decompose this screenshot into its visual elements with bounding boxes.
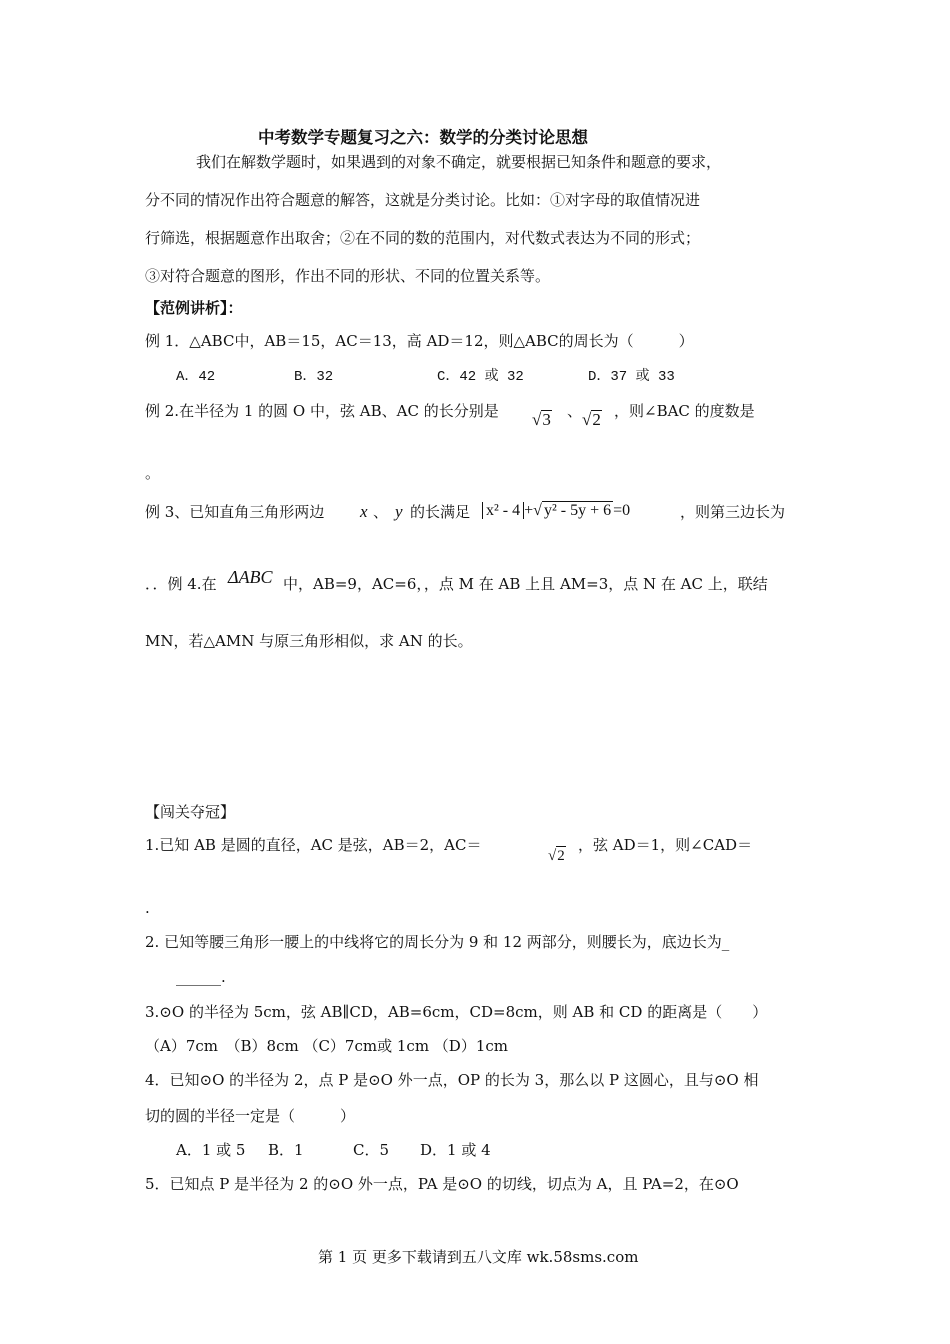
radicand: 3: [542, 410, 551, 429]
example-3-text-a: 例 3、已知直角三角形两边: [145, 503, 325, 521]
example-2-sqrt-3: [532, 410, 552, 430]
example-3-var-y: y: [395, 502, 403, 521]
question-2-line-2: ______.: [176, 968, 226, 986]
example-3-equation: x² - 4 +√ y² - 5y + 6 =0: [482, 501, 630, 521]
section-challenge-heading: 【闯关夺冠】: [145, 803, 236, 821]
question-5-line-1: 5．已知点 P 是半径为 2 的⊙O 外一点，PA 是⊙O 的切线，切点为 A，且 PA=2，在⊙O: [145, 1175, 739, 1193]
question-1-tail: .: [145, 899, 150, 917]
example-1-option-d: D．37 或 33: [588, 369, 675, 385]
abs-expression: x² - 4: [482, 502, 524, 519]
question-4-line-2: 切的圆的半径一定是（ ）: [145, 1107, 356, 1125]
question-2-line-1: 2. 已知等腰三角形一腰上的中线将它的周长分为 9 和 12 两部分，则腰长为，底边长为_: [145, 933, 730, 951]
intro-line-4: ③对符合题意的图形，作出不同的形状、不同的位置关系等。: [145, 267, 551, 285]
example-3-separator: 、: [373, 503, 389, 521]
example-1-option-c: C．42 或 32: [437, 369, 524, 385]
section-examples-heading: 【范例讲析】：: [145, 299, 243, 317]
example-2-tail: 。: [145, 464, 161, 482]
example-3-text-b: 的长满足: [410, 503, 471, 521]
question-4-line-1: 4．已知⊙O 的半径为 2，点 P 是⊙O 外一点，OP 的长为 3，那么以 P 这圆心，且与⊙O 相: [145, 1071, 759, 1089]
radicand: 2: [592, 410, 601, 429]
example-3-text-c: ，则第三边长为: [680, 503, 786, 521]
question-4-option-c: C．5: [353, 1141, 390, 1159]
example-2-sqrt-2: [582, 410, 602, 430]
example-4-lead: ．．例 4.在: [145, 575, 217, 593]
question-3-stem: 3.⊙O 的半径为 5cm，弦 AB∥CD，AB=6cm，CD=8cm，则 AB 和 CD 的距离是（ ）: [145, 1003, 768, 1021]
question-4-option-d: D．1 或 4: [420, 1141, 491, 1159]
example-4-line-2: MN，若△AMN 与原三角形相似，求 AN 的长。: [145, 632, 473, 650]
example-2-text-a: 例 2.在半径为 1 的圆 O 中，弦 AB、AC 的长分别是: [145, 402, 499, 420]
example-1-option-b: B．32: [294, 369, 334, 385]
example-3-var-x: x: [360, 502, 368, 521]
example-4-line-1: 中，AB=9，AC=6，，点 M 在 AB 上且 AM=3，点 N 在 AC 上，联结: [283, 575, 768, 593]
radicand: 2: [557, 848, 565, 864]
question-1-text-a: 1.已知 AB 是圆的直径，AC 是弦，AB＝2，AC＝: [145, 836, 482, 854]
radical-sign-icon: √: [582, 410, 592, 429]
question-4-option-b: B．1: [268, 1141, 304, 1159]
plus-sign: +: [524, 502, 534, 519]
example-2-text-b: ，则∠BAC 的度数是: [614, 402, 755, 420]
radical-sign-icon: √: [532, 410, 542, 429]
question-3-options: （A）7cm （B）8cm （C）7cm或 1cm （D）1cm: [145, 1037, 509, 1055]
example-4-triangle: ΔABC: [228, 567, 273, 587]
page-footer: 第 1 页 更多下载请到五八文库 wk.58sms.com: [318, 1248, 639, 1266]
example-1-option-a: A．42: [176, 369, 216, 385]
sqrt-expression: y² - 5y + 6: [543, 502, 612, 519]
intro-line-2: 分不同的情况作出符合题意的解答，这就是分类讨论。比如：①对字母的取值情况进: [145, 191, 701, 209]
question-1-sqrt-2: [548, 846, 566, 865]
radical-sign-icon: √: [548, 848, 557, 864]
intro-line-1: 我们在解数学题时，如果遇到的对象不确定，就要根据已知条件和题意的要求，: [196, 153, 722, 171]
example-2-separator: 、: [567, 402, 583, 420]
example-1-stem: 例 1．△ABC中，AB＝15，AC＝13，高 AD＝12，则△ABC的周长为（ ）: [145, 332, 694, 350]
document-title: 中考数学专题复习之六：数学的分类讨论思想: [258, 128, 588, 147]
question-4-option-a: A．1 或 5: [176, 1141, 246, 1159]
equals-zero: =0: [613, 502, 631, 519]
intro-line-3: 行筛选，根据题意作出取舍；②在不同的数的范围内，对代数式表达为不同的形式；: [145, 229, 701, 247]
question-1-text-b: ，弦 AD＝1，则∠CAD＝: [578, 836, 753, 854]
